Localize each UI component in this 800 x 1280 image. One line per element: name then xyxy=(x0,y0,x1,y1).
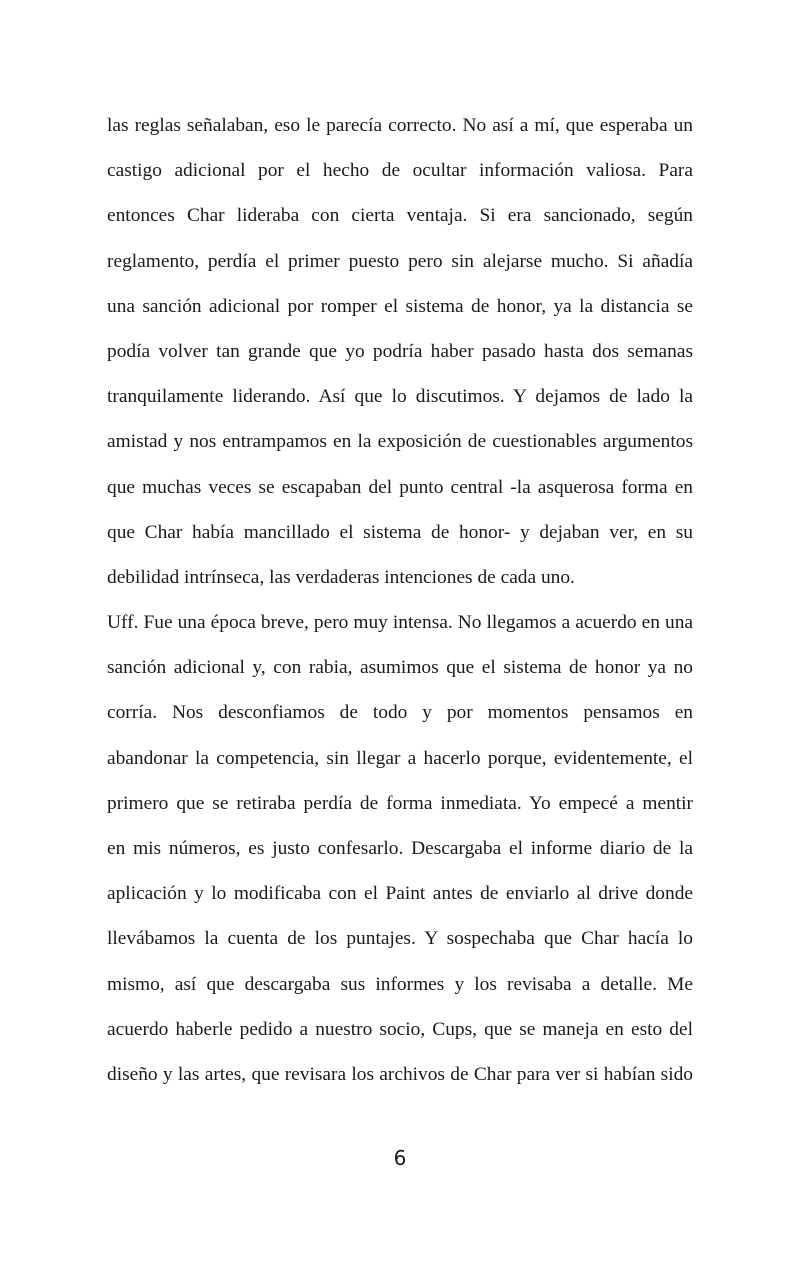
text-line: acuerdo haberle pedido a nuestro socio, Cups, que se maneja en esto del xyxy=(107,1018,693,1040)
text-line: reglamento, perdía el primer puesto pero sin alejarse mucho. Si añadía xyxy=(107,250,693,272)
text-line: las reglas señalaban, eso le parecía correcto. No así a mí, que esperaba un xyxy=(107,115,693,136)
text-line: corría. Nos desconfiamos de todo y por momentos pensamos en xyxy=(107,702,693,724)
text-line: amistad y nos entrampamos en la exposición de cuestionables argumentos xyxy=(107,431,693,453)
text-line: una sanción adicional por romper el sistema de honor, ya la distancia se xyxy=(107,295,693,317)
text-line: sanción adicional y, con rabia, asumimos que el sistema de honor ya no xyxy=(107,657,693,679)
text-line: en mis números, es justo confesarlo. Descargaba el informe diario de la xyxy=(107,838,693,859)
text-line: podía volver tan grande que yo podría haber pasado hasta dos semanas xyxy=(107,340,693,362)
page-number: 6 xyxy=(393,1146,407,1170)
text-line: aplicación y lo modificaba con el Paint antes de enviarlo al drive donde xyxy=(107,883,693,905)
text-line: que Char había mancillado el sistema de honor- y dejaban ver, en su xyxy=(107,521,693,543)
text-line: Uff. Fue una época breve, pero muy intensa. No llegamos a acuerdo en una xyxy=(107,612,693,634)
text-line: debilidad intrínseca, las verdaderas intenciones de cada uno. xyxy=(107,566,575,588)
text-line: mismo, así que descargaba sus informes y los revisaba a detalle. Me xyxy=(107,973,693,995)
text-line: primero que se retiraba perdía de forma inmediata. Yo empecé a mentir xyxy=(107,792,693,814)
text-line: diseño y las artes, que revisara los archivos de Char para ver si habían sido xyxy=(107,1063,693,1085)
text-line: tranquilamente liderando. Así que lo discutimos. Y dejamos de lado la xyxy=(107,386,693,408)
text-line: abandonar la competencia, sin llegar a hacerlo porque, evidentemente, el xyxy=(107,747,693,769)
text-line: llevábamos la cuenta de los puntajes. Y sospechaba que Char hacía lo xyxy=(107,928,693,950)
text-line: que muchas veces se escapaban del punto central -la asquerosa forma en xyxy=(107,476,693,498)
body-text xyxy=(107,103,693,1097)
text-line: entonces Char lideraba con cierta ventaja. Si era sancionado, según xyxy=(107,205,693,227)
text-line: castigo adicional por el hecho de ocultar información valiosa. Para xyxy=(107,160,693,182)
